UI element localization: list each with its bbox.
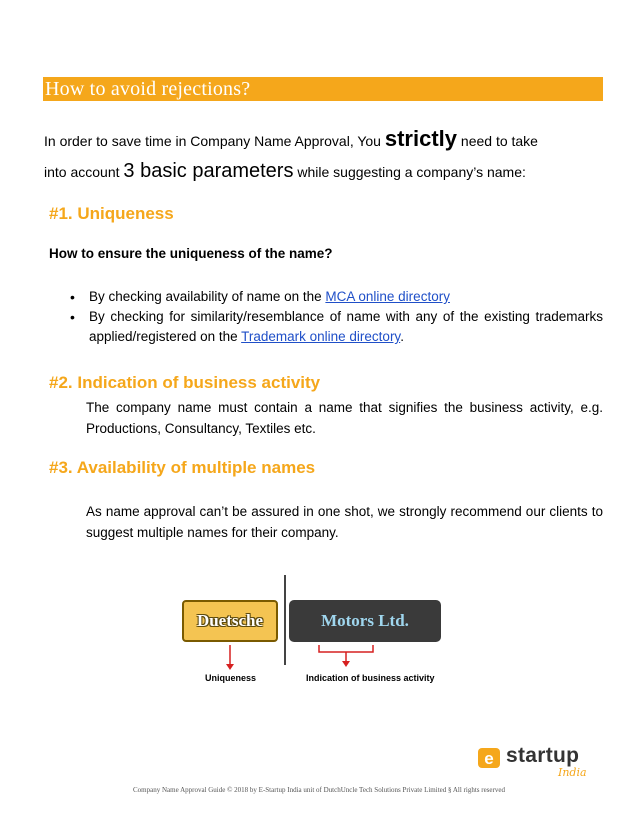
mca-directory-link[interactable]: MCA online directory: [325, 289, 450, 304]
page-footer: Company Name Approval Guide © 2018 by E-Startup India unit of DutchUncle Tech Solutions Private Limited § All rights reserved: [133, 786, 505, 794]
section3-heading: #3. Availability of multiple names: [49, 458, 316, 477]
section1-subheading: How to ensure the uniqueness of the name?: [49, 246, 333, 261]
svg-text:e: e: [484, 749, 494, 768]
logo-subtext: India: [558, 766, 587, 779]
logo-text: startup: [506, 744, 580, 767]
diagram-label-uniqueness: Uniqueness: [205, 673, 257, 683]
diagram-label-activity: Indication of business activity: [306, 673, 435, 683]
list-item: • By checking availability of name on the MCA online directory: [70, 287, 603, 307]
arrowhead-icon: [342, 661, 350, 667]
intro-text: while suggesting a company’s name:: [293, 164, 526, 180]
intro-text: In order to save time in Company Name Approval, You: [44, 133, 385, 149]
estartup-logo: [476, 744, 606, 784]
bracket-icon: [319, 645, 373, 652]
intro-text: into account: [44, 164, 124, 180]
section-banner: How to avoid rejections?: [43, 77, 603, 101]
intro-text: need to take: [457, 133, 538, 149]
section2-body: The company name must contain a name that signifies the business activity, e.g. Productions, Consultancy, Textiles etc.: [86, 400, 603, 436]
arrowhead-icon: [226, 664, 234, 670]
diagram-box-activity: Motors Ltd.: [289, 600, 441, 642]
diagram-box-uniqueness: Duetsche: [182, 600, 278, 642]
section1-heading: #1. Uniqueness: [49, 204, 174, 223]
logo-e-icon: [476, 746, 506, 770]
intro-emphasis: strictly: [384, 126, 458, 151]
list-item: • By checking for similarity/resemblance of name with any of the existing trademarks applied/registered on the Trademark online directory.: [70, 307, 603, 347]
section2-heading: #2. Indication of business activity: [49, 373, 321, 392]
intro-emphasis: 3 basic parameters: [123, 160, 294, 182]
trademark-directory-link[interactable]: Trademark online directory: [241, 329, 401, 344]
section3-body: As name approval can’t be assured in one shot, we strongly recommend our clients to suggest multiple names for their company.: [86, 504, 603, 540]
